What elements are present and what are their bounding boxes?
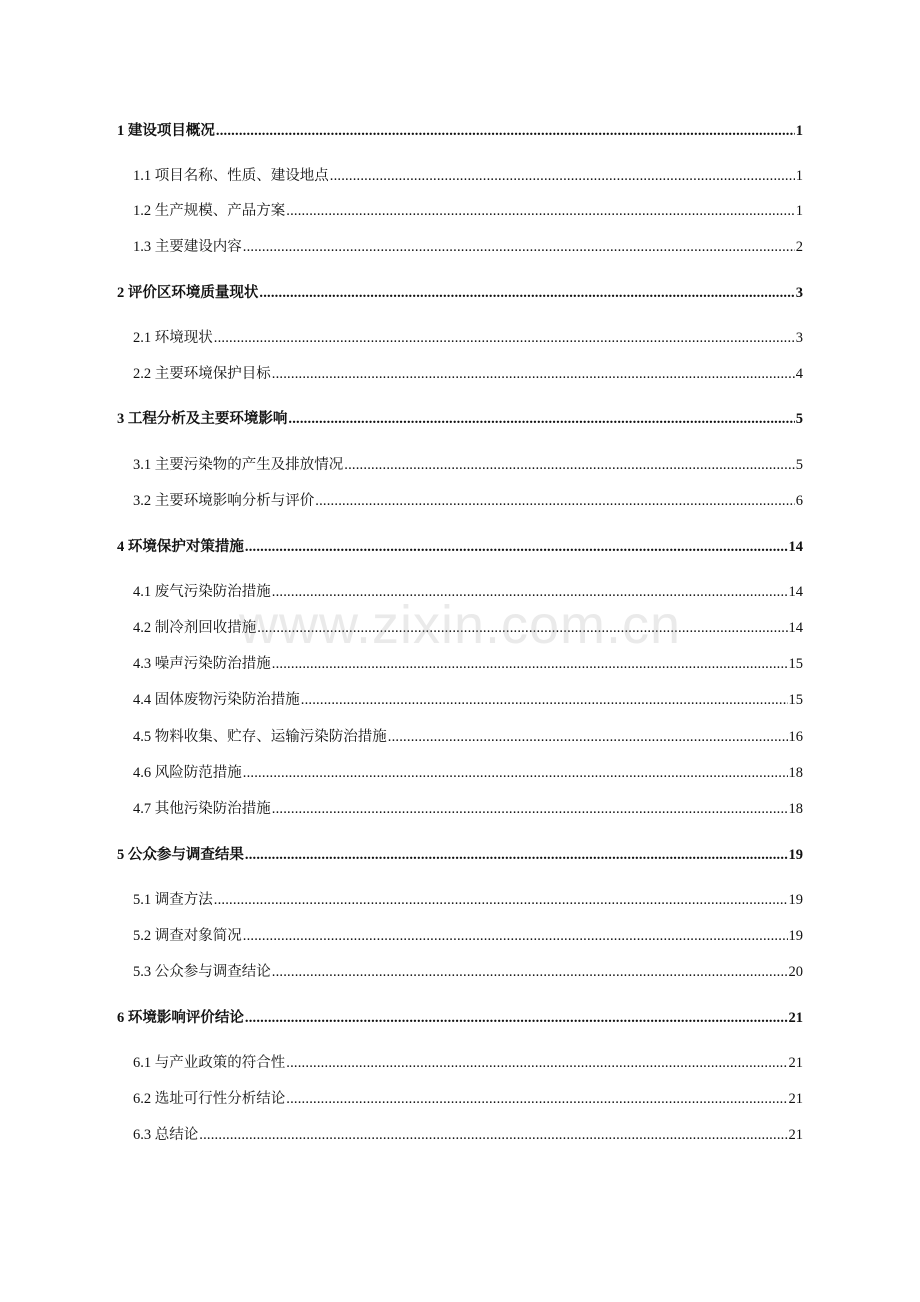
toc-title: 1.2 生产规模、产品方案 — [133, 203, 286, 219]
toc-entry-6[interactable] — [117, 1008, 803, 1028]
toc-entry-4-5[interactable] — [133, 727, 803, 747]
toc-dot-leader — [214, 890, 788, 910]
toc-entry-5[interactable] — [117, 845, 803, 865]
toc-title: 2.2 主要环境保护目标 — [133, 366, 271, 382]
toc-dot-leader — [301, 690, 788, 710]
toc-entry-4[interactable] — [117, 537, 803, 557]
toc-page-number: 5 — [795, 457, 803, 473]
toc-title: 6.1 与产业政策的符合性 — [133, 1055, 286, 1071]
toc-dot-leader — [288, 409, 794, 429]
toc-title: 4.6 风险防范措施 — [133, 765, 242, 781]
toc-page-number: 14 — [788, 620, 803, 636]
toc-title: 4.3 噪声污染防治措施 — [133, 656, 271, 672]
watermark: www.zixin.com.cn — [238, 595, 682, 655]
toc-dot-leader — [286, 1053, 787, 1073]
toc-entry-5-3[interactable] — [133, 962, 803, 982]
toc-dot-leader — [243, 237, 795, 257]
toc-title: 4.1 废气污染防治措施 — [133, 584, 271, 600]
toc-title: 4.7 其他污染防治措施 — [133, 801, 271, 817]
toc-entry-2[interactable] — [117, 283, 803, 303]
toc-entry-3-2[interactable] — [133, 491, 803, 511]
toc-title: 1.3 主要建设内容 — [133, 239, 242, 255]
toc-page-number: 3 — [795, 330, 803, 346]
toc-title: 5.2 调查对象简况 — [133, 928, 242, 944]
toc-page-number: 14 — [788, 539, 803, 555]
toc-page-number: 2 — [795, 239, 803, 255]
toc-title: 1 建设项目概况 — [117, 123, 215, 139]
toc-title: 5 公众参与调查结果 — [117, 847, 244, 863]
toc-title: 3.1 主要污染物的产生及排放情况 — [133, 457, 344, 473]
toc-entry-2-1[interactable] — [133, 328, 803, 348]
toc-page-number: 15 — [788, 656, 803, 672]
toc-dot-leader — [286, 201, 795, 221]
toc-dot-leader — [272, 654, 788, 674]
toc-dot-leader — [243, 926, 788, 946]
toc-entry-6-2[interactable] — [133, 1089, 803, 1109]
toc-title: 5.3 公众参与调查结论 — [133, 964, 271, 980]
toc-page-number: 14 — [788, 584, 803, 600]
toc-page-number: 19 — [788, 892, 803, 908]
toc-entry-6-1[interactable] — [133, 1053, 803, 1073]
toc-entry-2-2[interactable] — [133, 364, 803, 384]
toc-page-number: 4 — [795, 366, 803, 382]
toc-title: 3.2 主要环境影响分析与评价 — [133, 493, 315, 509]
toc-page-number: 15 — [788, 692, 803, 708]
toc-page-number: 18 — [788, 765, 803, 781]
toc-title: 4.5 物料收集、贮存、运输污染防治措施 — [133, 729, 387, 745]
toc-title: 6 环境影响评价结论 — [117, 1010, 244, 1026]
toc-page-number: 16 — [788, 729, 803, 745]
toc-dot-leader — [243, 763, 788, 783]
toc-page-number: 1 — [795, 203, 803, 219]
toc-entry-1-2[interactable] — [133, 201, 803, 221]
toc-entry-4-2[interactable] — [133, 618, 803, 638]
toc-entry-6-3[interactable] — [133, 1125, 803, 1145]
toc-title: 2.1 环境现状 — [133, 330, 213, 346]
toc-entry-3[interactable] — [117, 409, 803, 429]
toc-dot-leader — [272, 364, 795, 384]
toc-entry-4-7[interactable] — [133, 799, 803, 819]
toc-dot-leader — [272, 582, 788, 602]
toc-entry-3-1[interactable] — [133, 455, 803, 475]
toc-title: 6.2 选址可行性分析结论 — [133, 1091, 286, 1107]
toc-page-number: 21 — [788, 1091, 803, 1107]
toc-dot-leader — [199, 1125, 787, 1145]
toc-entry-1-3[interactable] — [133, 237, 803, 257]
toc-page-number: 6 — [795, 493, 803, 509]
toc-title: 1.1 项目名称、性质、建设地点 — [133, 168, 329, 184]
toc-dot-leader — [315, 491, 795, 511]
toc-page-number: 1 — [795, 123, 803, 139]
toc-dot-leader — [272, 799, 788, 819]
toc-entry-1[interactable] — [117, 121, 803, 141]
toc-page-number: 5 — [795, 411, 803, 427]
toc-entry-5-2[interactable] — [133, 926, 803, 946]
toc-dot-leader — [272, 962, 788, 982]
toc-title: 4 环境保护对策措施 — [117, 539, 244, 555]
toc-title: 3 工程分析及主要环境影响 — [117, 411, 288, 427]
toc-page-number: 3 — [795, 285, 803, 301]
toc-dot-leader — [259, 283, 794, 303]
toc-page-number: 19 — [788, 847, 803, 863]
toc-title: 2 评价区环境质量现状 — [117, 285, 259, 301]
toc-entry-5-1[interactable] — [133, 890, 803, 910]
toc-page-number: 21 — [788, 1127, 803, 1143]
toc-entry-4-3[interactable] — [133, 654, 803, 674]
toc-entry-4-6[interactable] — [133, 763, 803, 783]
toc-page-number: 19 — [788, 928, 803, 944]
toc-entry-1-1[interactable] — [133, 166, 803, 186]
toc-dot-leader — [245, 845, 788, 865]
toc-page-number: 21 — [788, 1055, 803, 1071]
toc-page-number: 21 — [788, 1010, 803, 1026]
toc-page-number: 20 — [788, 964, 803, 980]
toc-dot-leader — [214, 328, 795, 348]
toc-entry-4-4[interactable] — [133, 690, 803, 710]
toc-dot-leader — [257, 618, 787, 638]
toc-title: 5.1 调查方法 — [133, 892, 213, 908]
toc-page-number: 18 — [788, 801, 803, 817]
toc-title: 4.4 固体废物污染防治措施 — [133, 692, 300, 708]
toc-dot-leader — [245, 537, 788, 557]
toc-dot-leader — [286, 1089, 787, 1109]
toc-dot-leader — [245, 1008, 788, 1028]
toc-title: 4.2 制冷剂回收措施 — [133, 620, 257, 636]
toc-page-number: 1 — [795, 168, 803, 184]
toc-dot-leader — [344, 455, 795, 475]
toc-dot-leader — [388, 727, 788, 747]
toc-dot-leader — [216, 121, 795, 141]
toc-dot-leader — [330, 166, 795, 186]
toc-entry-4-1[interactable] — [133, 582, 803, 602]
toc-title: 6.3 总结论 — [133, 1127, 199, 1143]
